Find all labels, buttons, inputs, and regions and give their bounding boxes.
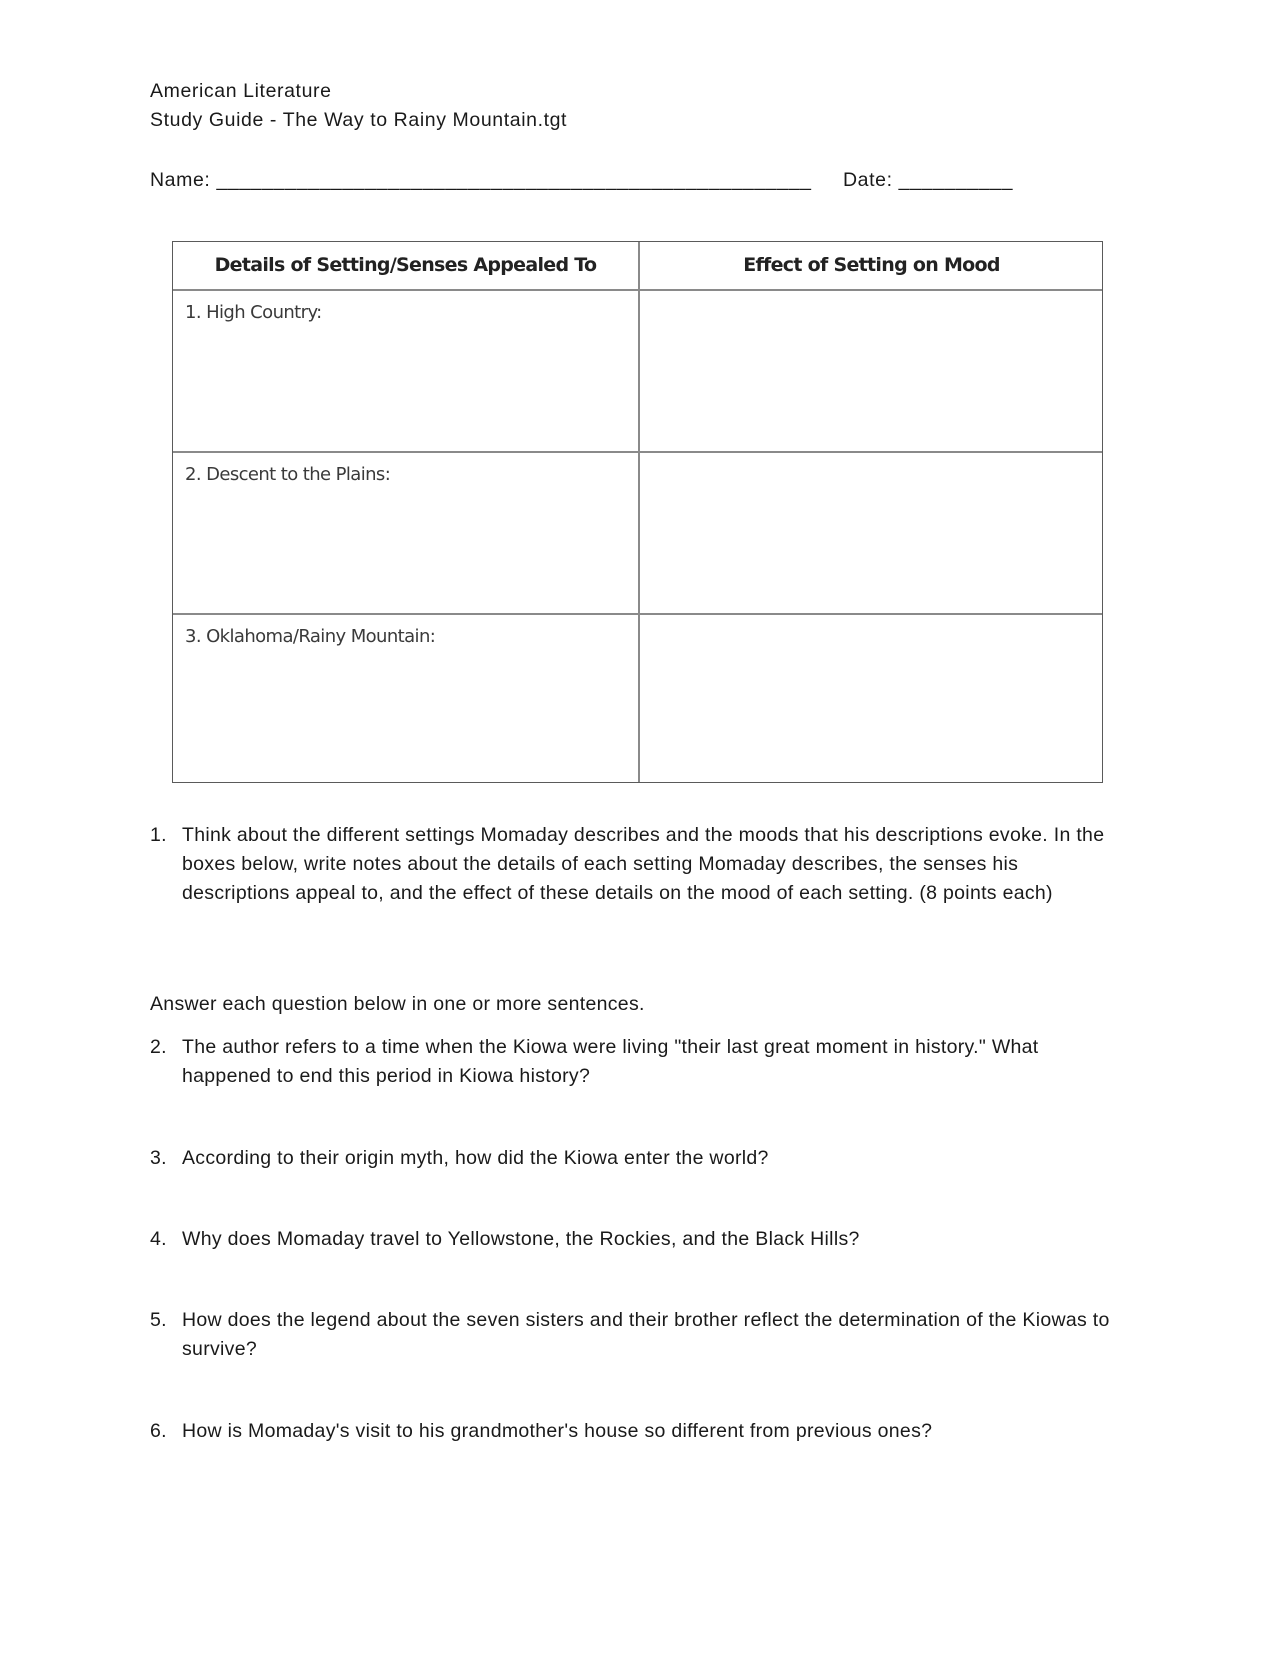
setting-mood-table [172, 241, 1103, 783]
answer-cell-effect-2[interactable] [640, 452, 1102, 613]
question-text: How is Momaday's visit to his grandmother's house so different from previous ones? [182, 1420, 933, 1442]
answer-cell-details-2[interactable] [173, 452, 638, 613]
question-1 [150, 821, 1130, 908]
name-field[interactable]: Name: ____________________________________________________ [150, 169, 812, 191]
question-number: 5. [150, 1309, 167, 1331]
question-text: Why does Momaday travel to Yellowstone, the Rockies, and the Black Hills? [182, 1228, 860, 1250]
column-header-details: Details of Setting/Senses Appealed To [214, 254, 597, 276]
row-label-high-country: 1. High Country: [185, 302, 322, 323]
question-number: 6. [150, 1420, 167, 1442]
question-6 [150, 1417, 1130, 1446]
question-text: Think about the different settings Momaday describes and the moods that his descriptions evoke. In the boxes below, write notes about the details of each setting Momaday describes, the senses his descriptions appeal to, and the effect of these details on the mood of each setting. (8 points each) [182, 824, 1105, 904]
date-field[interactable]: Date: __________ [843, 169, 1014, 191]
question-4 [150, 1225, 1130, 1254]
row-label-descent-plains: 2. Descent to the Plains: [185, 464, 391, 485]
question-2 [150, 1033, 1130, 1091]
column-header-effect: Effect of Setting on Mood [743, 254, 1000, 276]
question-number: 4. [150, 1228, 167, 1250]
question-3 [150, 1144, 1130, 1173]
question-5 [150, 1306, 1130, 1364]
instructions: Answer each question below in one or more sentences. [150, 993, 645, 1015]
question-number: 2. [150, 1036, 167, 1058]
question-number: 1. [150, 824, 167, 846]
row-label-oklahoma: 3. Oklahoma/Rainy Mountain: [185, 626, 436, 647]
answer-cell-details-1[interactable] [173, 290, 638, 451]
question-text: How does the legend about the seven sisters and their brother reflect the determination of the Kiowas to survive? [182, 1309, 1110, 1360]
question-number: 3. [150, 1147, 167, 1169]
course-title: American Literature [150, 80, 332, 102]
answer-cell-effect-3[interactable] [640, 614, 1102, 782]
answer-cell-details-3[interactable] [173, 614, 638, 782]
answer-cell-effect-1[interactable] [640, 290, 1102, 451]
question-text: The author refers to a time when the Kiowa were living "their last great moment in history." What happened to end this period in Kiowa history? [182, 1036, 1039, 1087]
question-text: According to their origin myth, how did the Kiowa enter the world? [182, 1147, 769, 1169]
guide-title: Study Guide - The Way to Rainy Mountain.tgt [150, 109, 568, 131]
